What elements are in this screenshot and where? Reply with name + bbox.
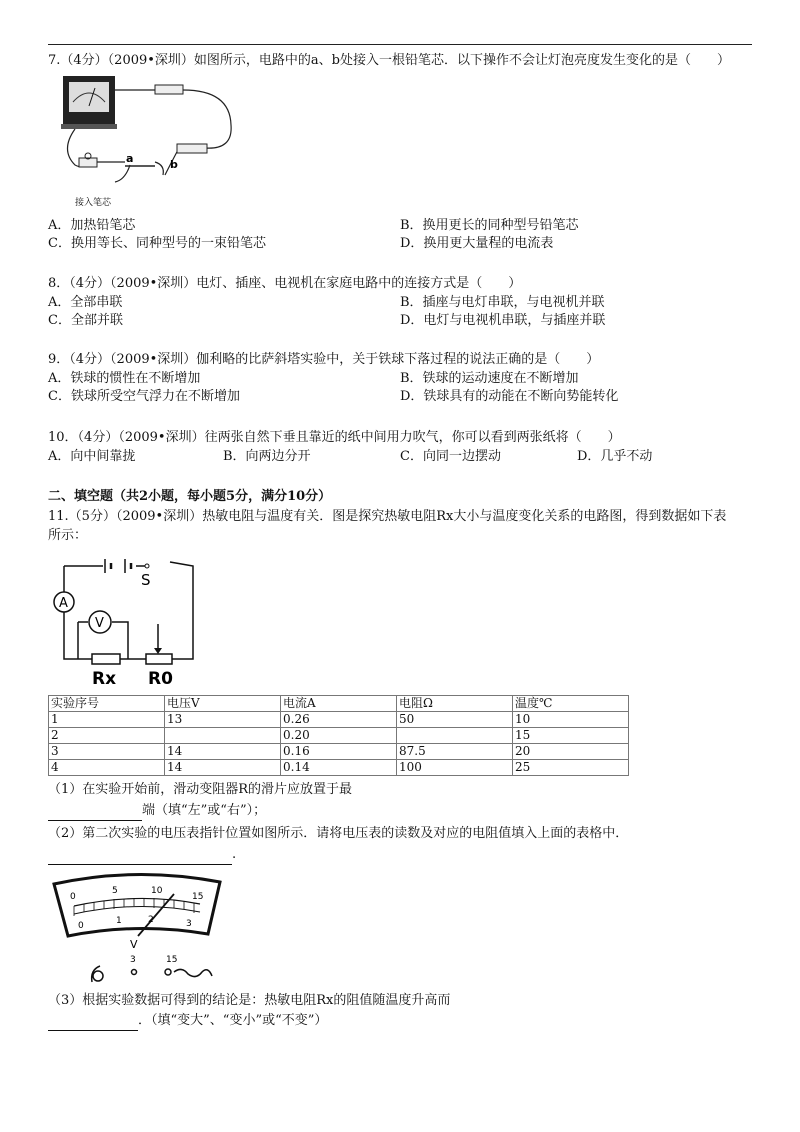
- label-a: a: [126, 152, 134, 165]
- table-header: 温度℃: [513, 696, 629, 712]
- top-rule: [48, 44, 752, 45]
- terminal-label: 3: [130, 955, 136, 965]
- table-cell: 20: [513, 744, 629, 760]
- battery-icon: [105, 559, 131, 573]
- upper-tick: 0: [70, 892, 76, 902]
- q7-circuit-figure: [55, 70, 245, 215]
- ammeter-icon: [61, 76, 117, 129]
- q8-option-d: D．电灯与电视机串联，与插座并联: [400, 313, 606, 328]
- rx-label: Rx: [92, 669, 117, 689]
- table-cell: 100: [397, 760, 513, 776]
- answer-blank-3[interactable]: [48, 1012, 138, 1031]
- table-cell: 10: [513, 712, 629, 728]
- table-cell: 15: [513, 728, 629, 744]
- q11-stem-line1: 11.（5分）（2009•深圳）热敏电阻与温度有关．图是探究热敏电阻Rx大小与温度变化关系的电路图，得到数据如下表: [48, 509, 727, 524]
- q10-option-b: B．向两边分开: [223, 449, 311, 464]
- table-cell: 4: [49, 760, 165, 776]
- q7-option-b: B．换用更长的同种型号铅笔芯: [400, 218, 579, 233]
- table-header: 电压V: [165, 696, 281, 712]
- upper-tick: 15: [192, 892, 204, 902]
- table-header: 电阻Ω: [397, 696, 513, 712]
- table-cell: 3: [49, 744, 165, 760]
- table-cell: 0.26: [281, 712, 397, 728]
- q9-option-d: D．铁球具有的动能在不断向势能转化: [400, 389, 619, 404]
- table-cell: 14: [165, 744, 281, 760]
- lower-tick: 0: [78, 921, 84, 931]
- terminal-wires-icon: [92, 966, 212, 982]
- table-row: [49, 728, 629, 744]
- q11-part1-line1: （1）在实验开始前，滑动变阻器R的滑片应放置于最: [48, 782, 353, 797]
- q11-part1-line2-wrap: [48, 802, 266, 821]
- label-b: b: [170, 158, 178, 171]
- lower-tick: 1: [116, 916, 122, 926]
- q9-option-b: B．铁球的运动速度在不断增加: [400, 371, 579, 386]
- rheostat-icon: [146, 654, 172, 664]
- q10-option-c: C．向同一边摆动: [400, 449, 501, 464]
- q10-stem: 10．（4分）（2009•深圳）往两张自然下垂且靠近的纸中间用力吹气，你可以看到两张纸将（ ）: [48, 430, 621, 445]
- q11-part3-line1: （3）根据实验数据可得到的结论是：热敏电阻Rx的阻值随温度升高而: [48, 993, 451, 1008]
- q9-option-a: A．铁球的惯性在不断增加: [48, 371, 201, 386]
- voltmeter-dial-figure: [48, 866, 228, 991]
- table-header: 电流A: [281, 696, 397, 712]
- q11-stem-line2: 所示：: [48, 528, 88, 543]
- rx-resistor-icon: [92, 654, 120, 664]
- table-cell: 2: [49, 728, 165, 744]
- table-cell: 87.5: [397, 744, 513, 760]
- terminal-label: 15: [166, 955, 178, 965]
- answer-blank-1[interactable]: [48, 802, 142, 821]
- table-cell: [165, 728, 281, 744]
- table-header-row: [49, 696, 629, 712]
- table-cell: 1: [49, 712, 165, 728]
- switch-label: S: [141, 571, 151, 589]
- q11-part2: （2）第二次实验的电压表指针位置如图所示．请将电压表的读数及对应的电阻值填入上面的表格中．: [48, 826, 629, 841]
- switch-icon: [145, 564, 149, 568]
- q9-stem: 9．（4分）（2009•深圳）伽利略的比萨斜塔实验中，关于铁球下落过程的说法正确的是（ ）: [48, 352, 600, 367]
- answer-blank-2[interactable]: [48, 846, 232, 865]
- table-header: 实验序号: [49, 696, 165, 712]
- table-cell: [397, 728, 513, 744]
- switch-icon: [155, 85, 183, 94]
- q7-option-c: C．换用等长、同种型号的一束铅笔芯: [48, 236, 266, 251]
- q7-option-a: A．加热铅笔芯: [48, 218, 136, 233]
- q11-circuit-diagram: [48, 554, 208, 692]
- q7-stem: 7.（4分）（2009•深圳）如图所示，电路中的a、b处接入一根铅笔芯．以下操作不会让灯泡亮度发生变化的是（ ）: [48, 53, 730, 68]
- table-cell: 14: [165, 760, 281, 776]
- unit-label: V: [130, 938, 138, 951]
- table-cell: 0.20: [281, 728, 397, 744]
- upper-tick: 5: [112, 886, 118, 896]
- table-cell: 0.14: [281, 760, 397, 776]
- battery-icon: [177, 144, 207, 153]
- table-cell: 0.16: [281, 744, 397, 760]
- q10-option-d: D．几乎不动: [577, 449, 653, 464]
- table-row: [49, 744, 629, 760]
- lower-tick: 2: [148, 915, 154, 925]
- q11-part3-line2-wrap: [48, 1012, 327, 1031]
- table-cell: 25: [513, 760, 629, 776]
- lower-tick: 3: [186, 919, 192, 929]
- figure-caption: 接入笔芯: [75, 198, 112, 208]
- voltmeter-label: V: [95, 616, 104, 631]
- q11-part1-line2: 端（填“左”或“右”）；: [142, 803, 267, 818]
- ammeter-label: A: [59, 596, 68, 611]
- q9-option-c: C．铁球所受空气浮力在不断增加: [48, 389, 240, 404]
- slider-arrow-icon: [154, 648, 162, 654]
- q8-stem: 8．（4分）（2009•深圳）电灯、插座、电视机在家庭电路中的连接方式是（ ）: [48, 276, 522, 291]
- q11-part2-end: .: [232, 847, 237, 862]
- q11-part3-line2: ．（填“变大”、“变小”或“不变”）: [138, 1013, 328, 1028]
- table-cell: 50: [397, 712, 513, 728]
- q8-option-c: C．全部并联: [48, 313, 123, 328]
- data-table: [48, 695, 629, 776]
- upper-tick: 10: [151, 886, 163, 896]
- q8-option-a: A．全部串联: [48, 295, 123, 310]
- q10-option-a: A．向中间靠拢: [48, 449, 136, 464]
- r0-label: R0: [148, 669, 173, 689]
- q8-option-b: B．插座与电灯串联，与电视机并联: [400, 295, 605, 310]
- section-heading: 二、填空题（共2小题，每小题5分，满分10分）: [48, 489, 332, 504]
- table-row: [49, 712, 629, 728]
- table-cell: 13: [165, 712, 281, 728]
- table-row: [49, 760, 629, 776]
- q11-part2-blank-wrap: [48, 846, 236, 865]
- q7-option-d: D．换用更大量程的电流表: [400, 236, 554, 251]
